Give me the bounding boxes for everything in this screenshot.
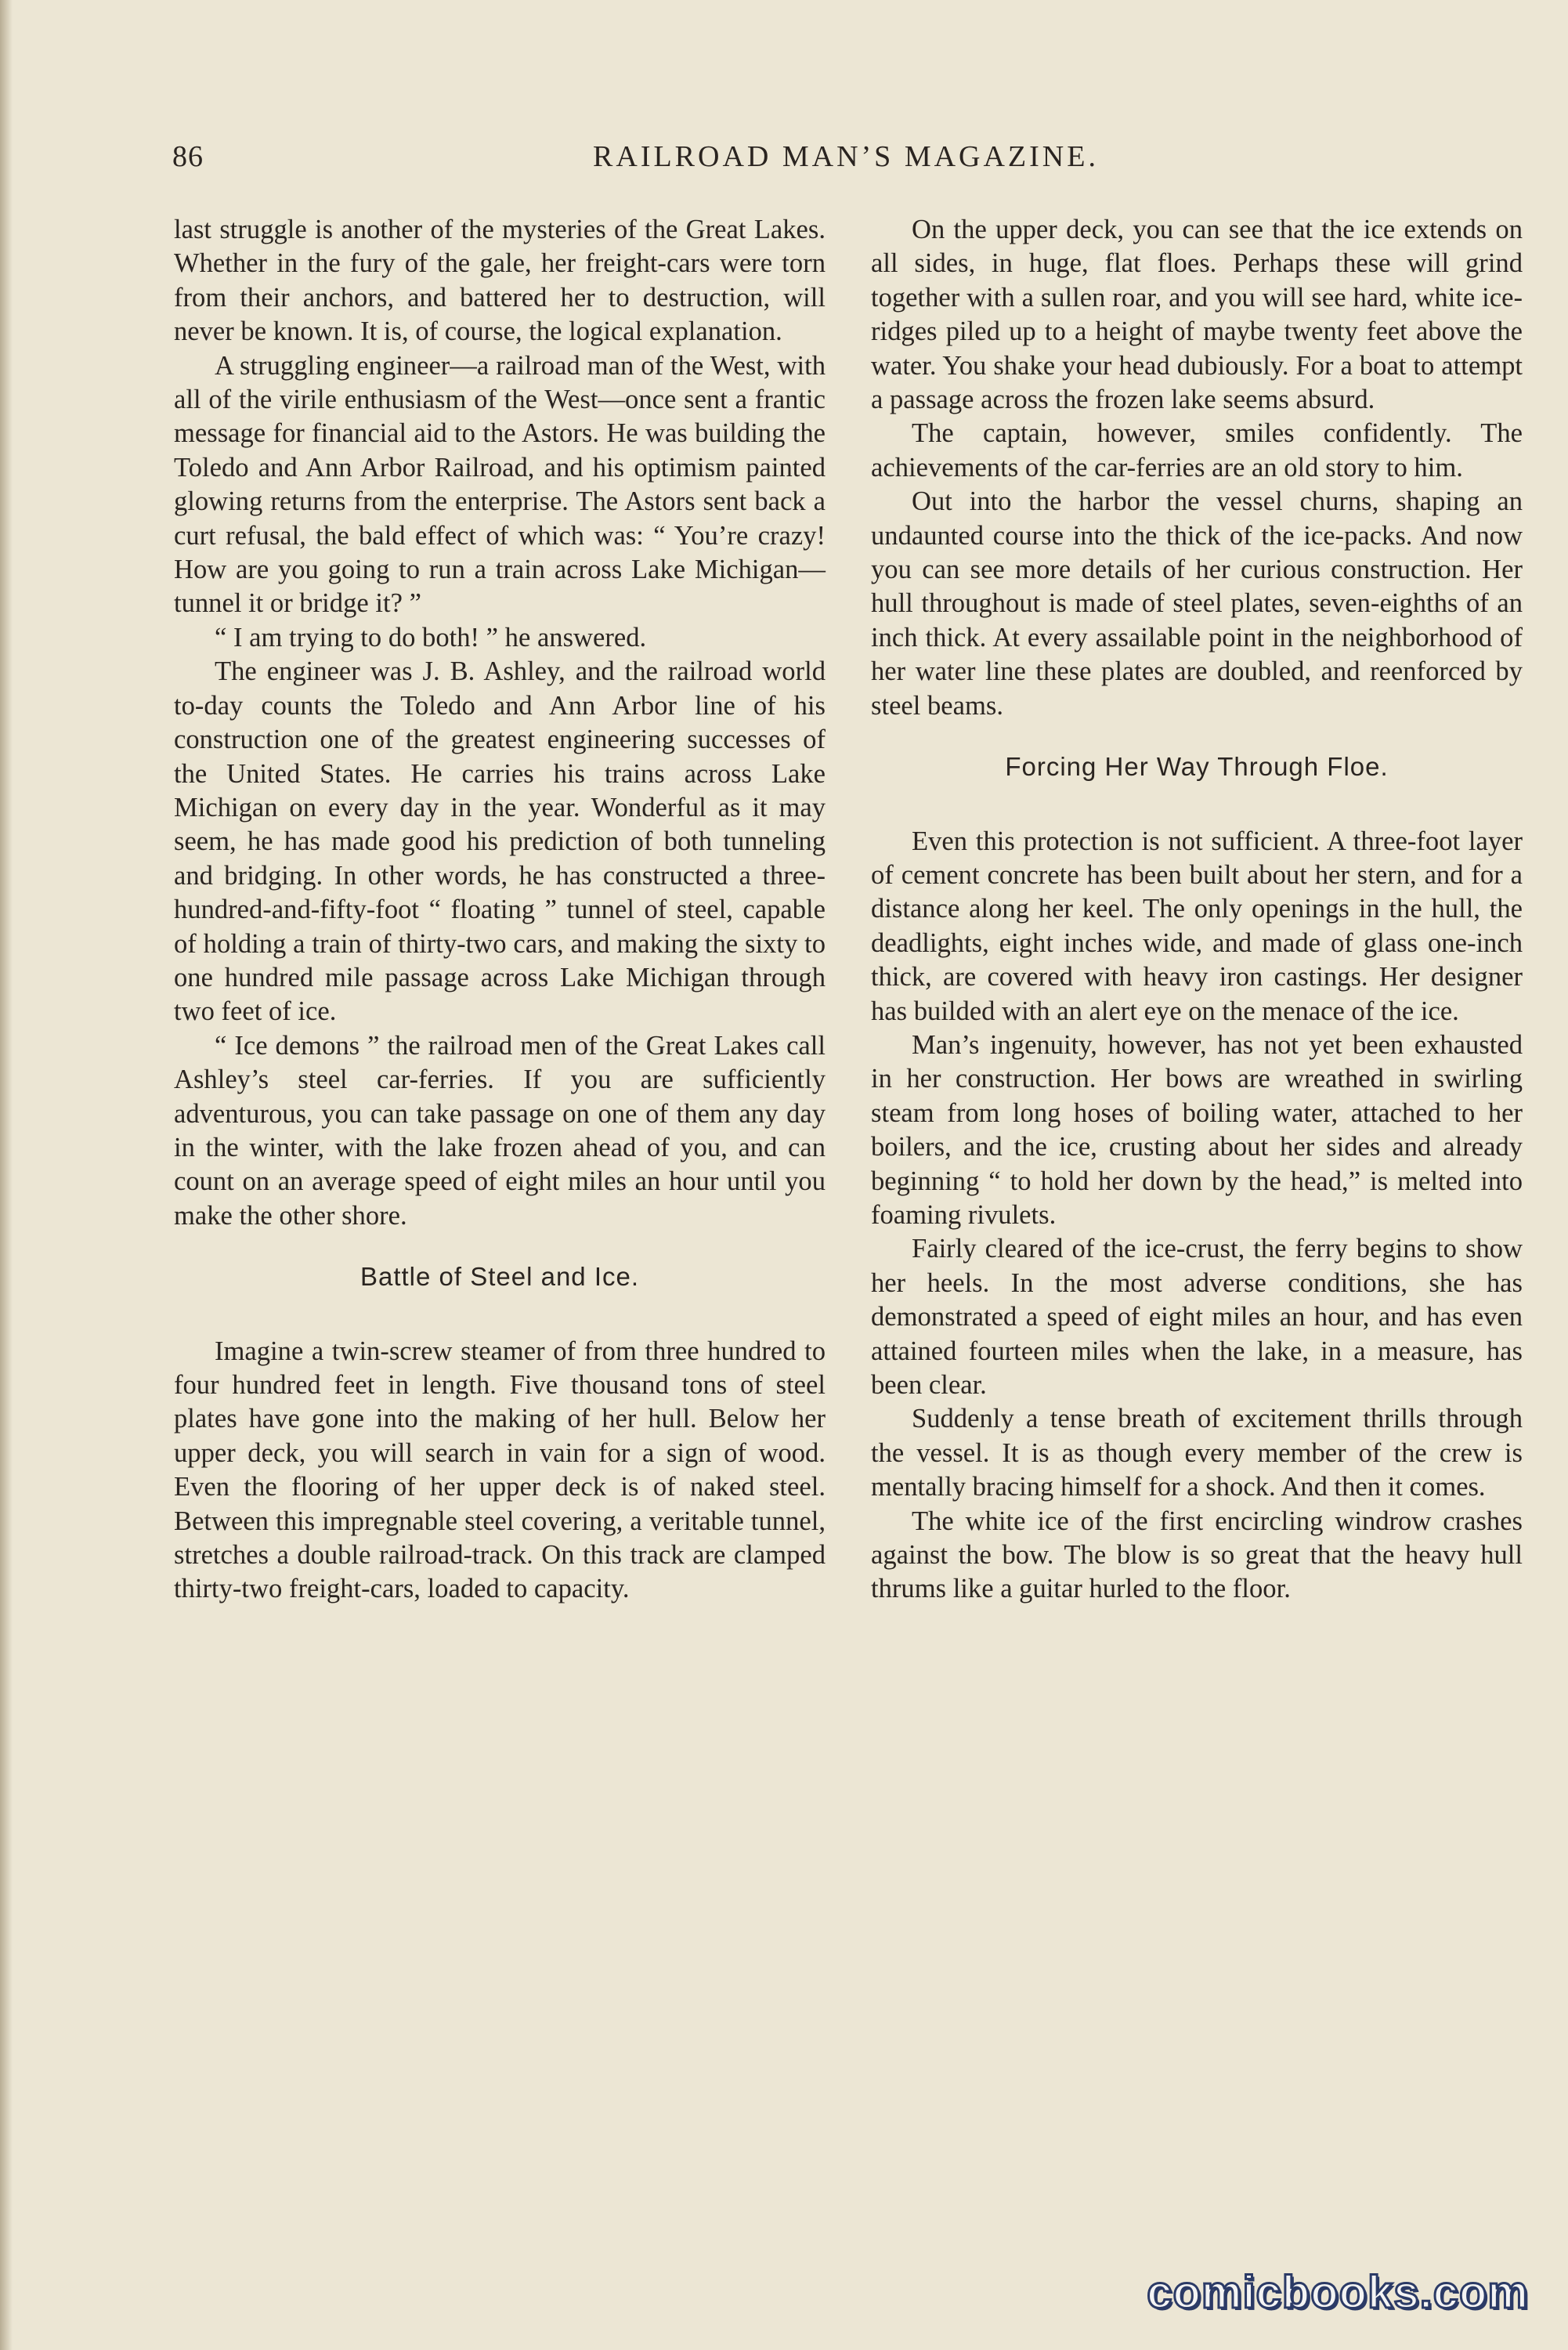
- paragraph: The engineer was J. B. Ashley, and the railroad world to-day counts the Toledo and Ann Arbor line of his construction one of the greatest engineering successes of the United States. He carries his trains across Lake Michigan on every day in the year. Wonderful as it may seem, he has made good his prediction of both tunneling and bridging. In other words, he has constructed a three-hundred-and-fifty-foot “ floating ” tunnel of steel, capable of holding a train of thirty-two cars, and making the sixty to one hundred mile passage across Lake Michigan through two feet of ice.: [174, 656, 826, 1027]
- paragraph: The captain, however, smiles confidently. The achievements of the car-ferries are an old story to him.: [871, 418, 1523, 483]
- section-heading: Forcing Her Way Through Floe.: [1005, 752, 1389, 782]
- paragraph: Man’s ingenuity, however, has not yet been exhausted in her construction. Her bows are wreathed in swirling steam from long hoses of boiling water, attached to her boilers, and the ice, crusting about her sides and already beginning “ to hold her down by the head,” is melted into foaming rivulets.: [871, 1029, 1523, 1230]
- paragraph: Fairly cleared of the ice-crust, the ferry begins to show her heels. In the most adverse conditions, she has demonstrated a speed of eight miles an hour, and has even attained fourteen miles when the lake, in a measure, has been clear.: [871, 1234, 1523, 1400]
- paragraph: “ Ice demons ” the railroad men of the Great Lakes call Ashley’s steel car-ferries. If you are sufficiently adventurous, you can take passage on one of them any day in the winter, with the lake frozen ahead of you, and can count on an average speed of eight miles an hour until you make the other shore.: [174, 1030, 826, 1231]
- running-title: RAILROAD MAN’S MAGAZINE.: [593, 140, 1099, 173]
- paragraph: Suddenly a tense breath of excitement thrills through the vessel. It is as though every member of the crew is mentally bracing himself for a shock. And then it comes.: [871, 1404, 1523, 1502]
- paragraph: The white ice of the first encircling windrow crashes against the bow. The blow is so great that the heavy hull thrums like a guitar hurled to the floor.: [871, 1506, 1523, 1604]
- paragraph: On the upper deck, you can see that the ice extends on all sides, in huge, flat floes. Perhaps these will grind together with a sullen roar, and you will see hard, white ice-ridges piled up to a height of maybe twenty feet above the water. You shake your head dubiously. For a boat to attempt a passage across the frozen lake seems absurd.: [871, 215, 1523, 415]
- paragraph: Even this protection is not sufficient. A three-foot layer of cement concrete has been built about her stern, and for a distance along her keel. The only openings in the hull, the deadlights, eight inches wide, and made of glass one-inch thick, are covered with heavy iron castings. Her designer has builded with an alert eye on the menace of the ice.: [871, 826, 1523, 1026]
- paragraph: A struggling engineer—a railroad man of the West, with all of the virile enthusiasm of the West—once sent a frantic message for financial aid to the Astors. He was building the Toledo and Ann Arbor Railroad, and his optimism painted glowing returns from the enterprise. The Astors sent back a curt refusal, the bald effect of which was: “ You’re crazy! How are you going to run a train across Lake Michigan—tunnel it or bridge it? ”: [174, 350, 826, 619]
- paragraph: Out into the harbor the vessel churns, shaping an undaunted course into the thick of the ice-packs. And now you can see more details of her curious construction. Her hull throughout is made of steel plates, seven-eighths of an inch thick. At every assailable point in the neighborhood of her water line these plates are doubled, and reenforced by steel beams.: [871, 486, 1523, 721]
- page-edge: [0, 0, 13, 2350]
- page-header: [172, 139, 1519, 186]
- page-number: 86: [172, 140, 204, 173]
- watermark-logo: comicbooks.com: [1147, 2267, 1529, 2318]
- paragraph: Imagine a twin-screw steamer of from three hundred to four hundred feet in length. Five thousand tons of steel plates have gone into the making of her hull. Below her upper deck, you will search in vain for a sign of wood. Even the flooring of her upper deck is of naked steel. Between this impregnable steel covering, a veritable tunnel, stretches a double railroad-track. On this track are clamped thirty-two freight-cars, loaded to capacity.: [174, 1336, 826, 1604]
- paragraph: “ I am trying to do both! ” he answered.: [215, 622, 647, 653]
- section-heading: Battle of Steel and Ice.: [359, 1262, 640, 1292]
- left-column: [174, 213, 826, 1607]
- paragraph: last struggle is another of the mysteries of the Great Lakes. Whether in the fury of the gale, her freight-cars were torn from their anchors, and battered her to destruction, will never be known. It is, of course, the logical explanation.: [174, 215, 826, 347]
- right-column: [871, 213, 1523, 1607]
